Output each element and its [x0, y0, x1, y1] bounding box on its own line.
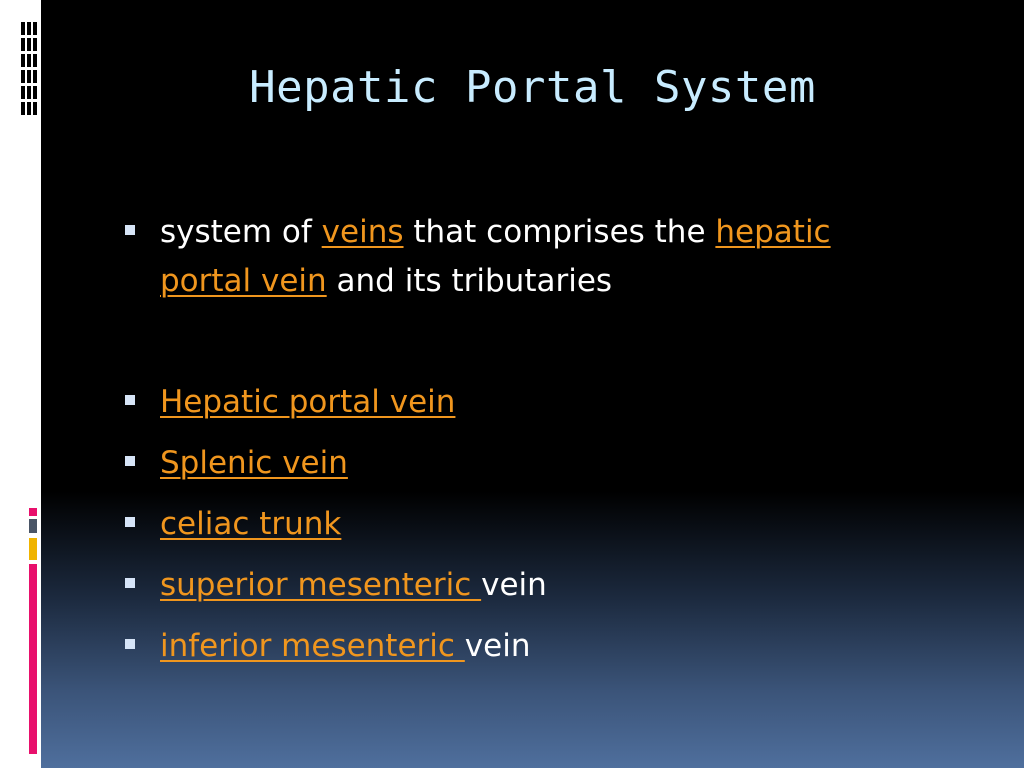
bullet-square-icon: [125, 456, 135, 466]
hepatic-portal-vein-link-a[interactable]: hepatic: [715, 214, 831, 250]
slide-content: [120, 208, 920, 683]
item-suffix: vein: [464, 628, 531, 664]
item-suffix: vein: [481, 567, 547, 603]
bullet-square-icon: [125, 225, 135, 235]
accent-bar-slate: [29, 519, 37, 533]
celiac-trunk-link[interactable]: celiac trunk: [160, 506, 342, 542]
veins-link[interactable]: veins: [321, 214, 404, 250]
hepatic-portal-vein-link[interactable]: Hepatic portal vein: [160, 384, 456, 420]
window-pane-icon: [0, 0, 41, 140]
accent-bar-pink-top: [29, 508, 37, 516]
list-item: [120, 378, 920, 439]
splenic-vein-link[interactable]: Splenic vein: [160, 445, 348, 481]
inferior-mesenteric-link[interactable]: inferior mesenteric: [160, 628, 465, 664]
slide-title: Hepatic Portal System: [249, 62, 816, 113]
bullet-square-icon: [125, 395, 135, 405]
list-item: [120, 439, 920, 500]
list-item: [120, 622, 920, 683]
bullet-square-icon: [125, 639, 135, 649]
list-item: [120, 500, 920, 561]
intro-text-1: system of: [160, 214, 322, 250]
list-item: [120, 561, 920, 622]
spacer: [120, 306, 920, 378]
accent-bar-pink-long: [29, 564, 37, 754]
bullet-square-icon: [125, 517, 135, 527]
accent-bar-gold: [29, 538, 37, 560]
hepatic-portal-vein-link-b[interactable]: portal vein: [160, 263, 327, 299]
bullet-square-icon: [125, 578, 135, 588]
intro-text-2: that comprises the: [403, 214, 716, 250]
superior-mesenteric-link[interactable]: superior mesenteric: [160, 567, 482, 603]
intro-bullet: [120, 208, 920, 306]
intro-text-3: and its tributaries: [326, 263, 613, 299]
